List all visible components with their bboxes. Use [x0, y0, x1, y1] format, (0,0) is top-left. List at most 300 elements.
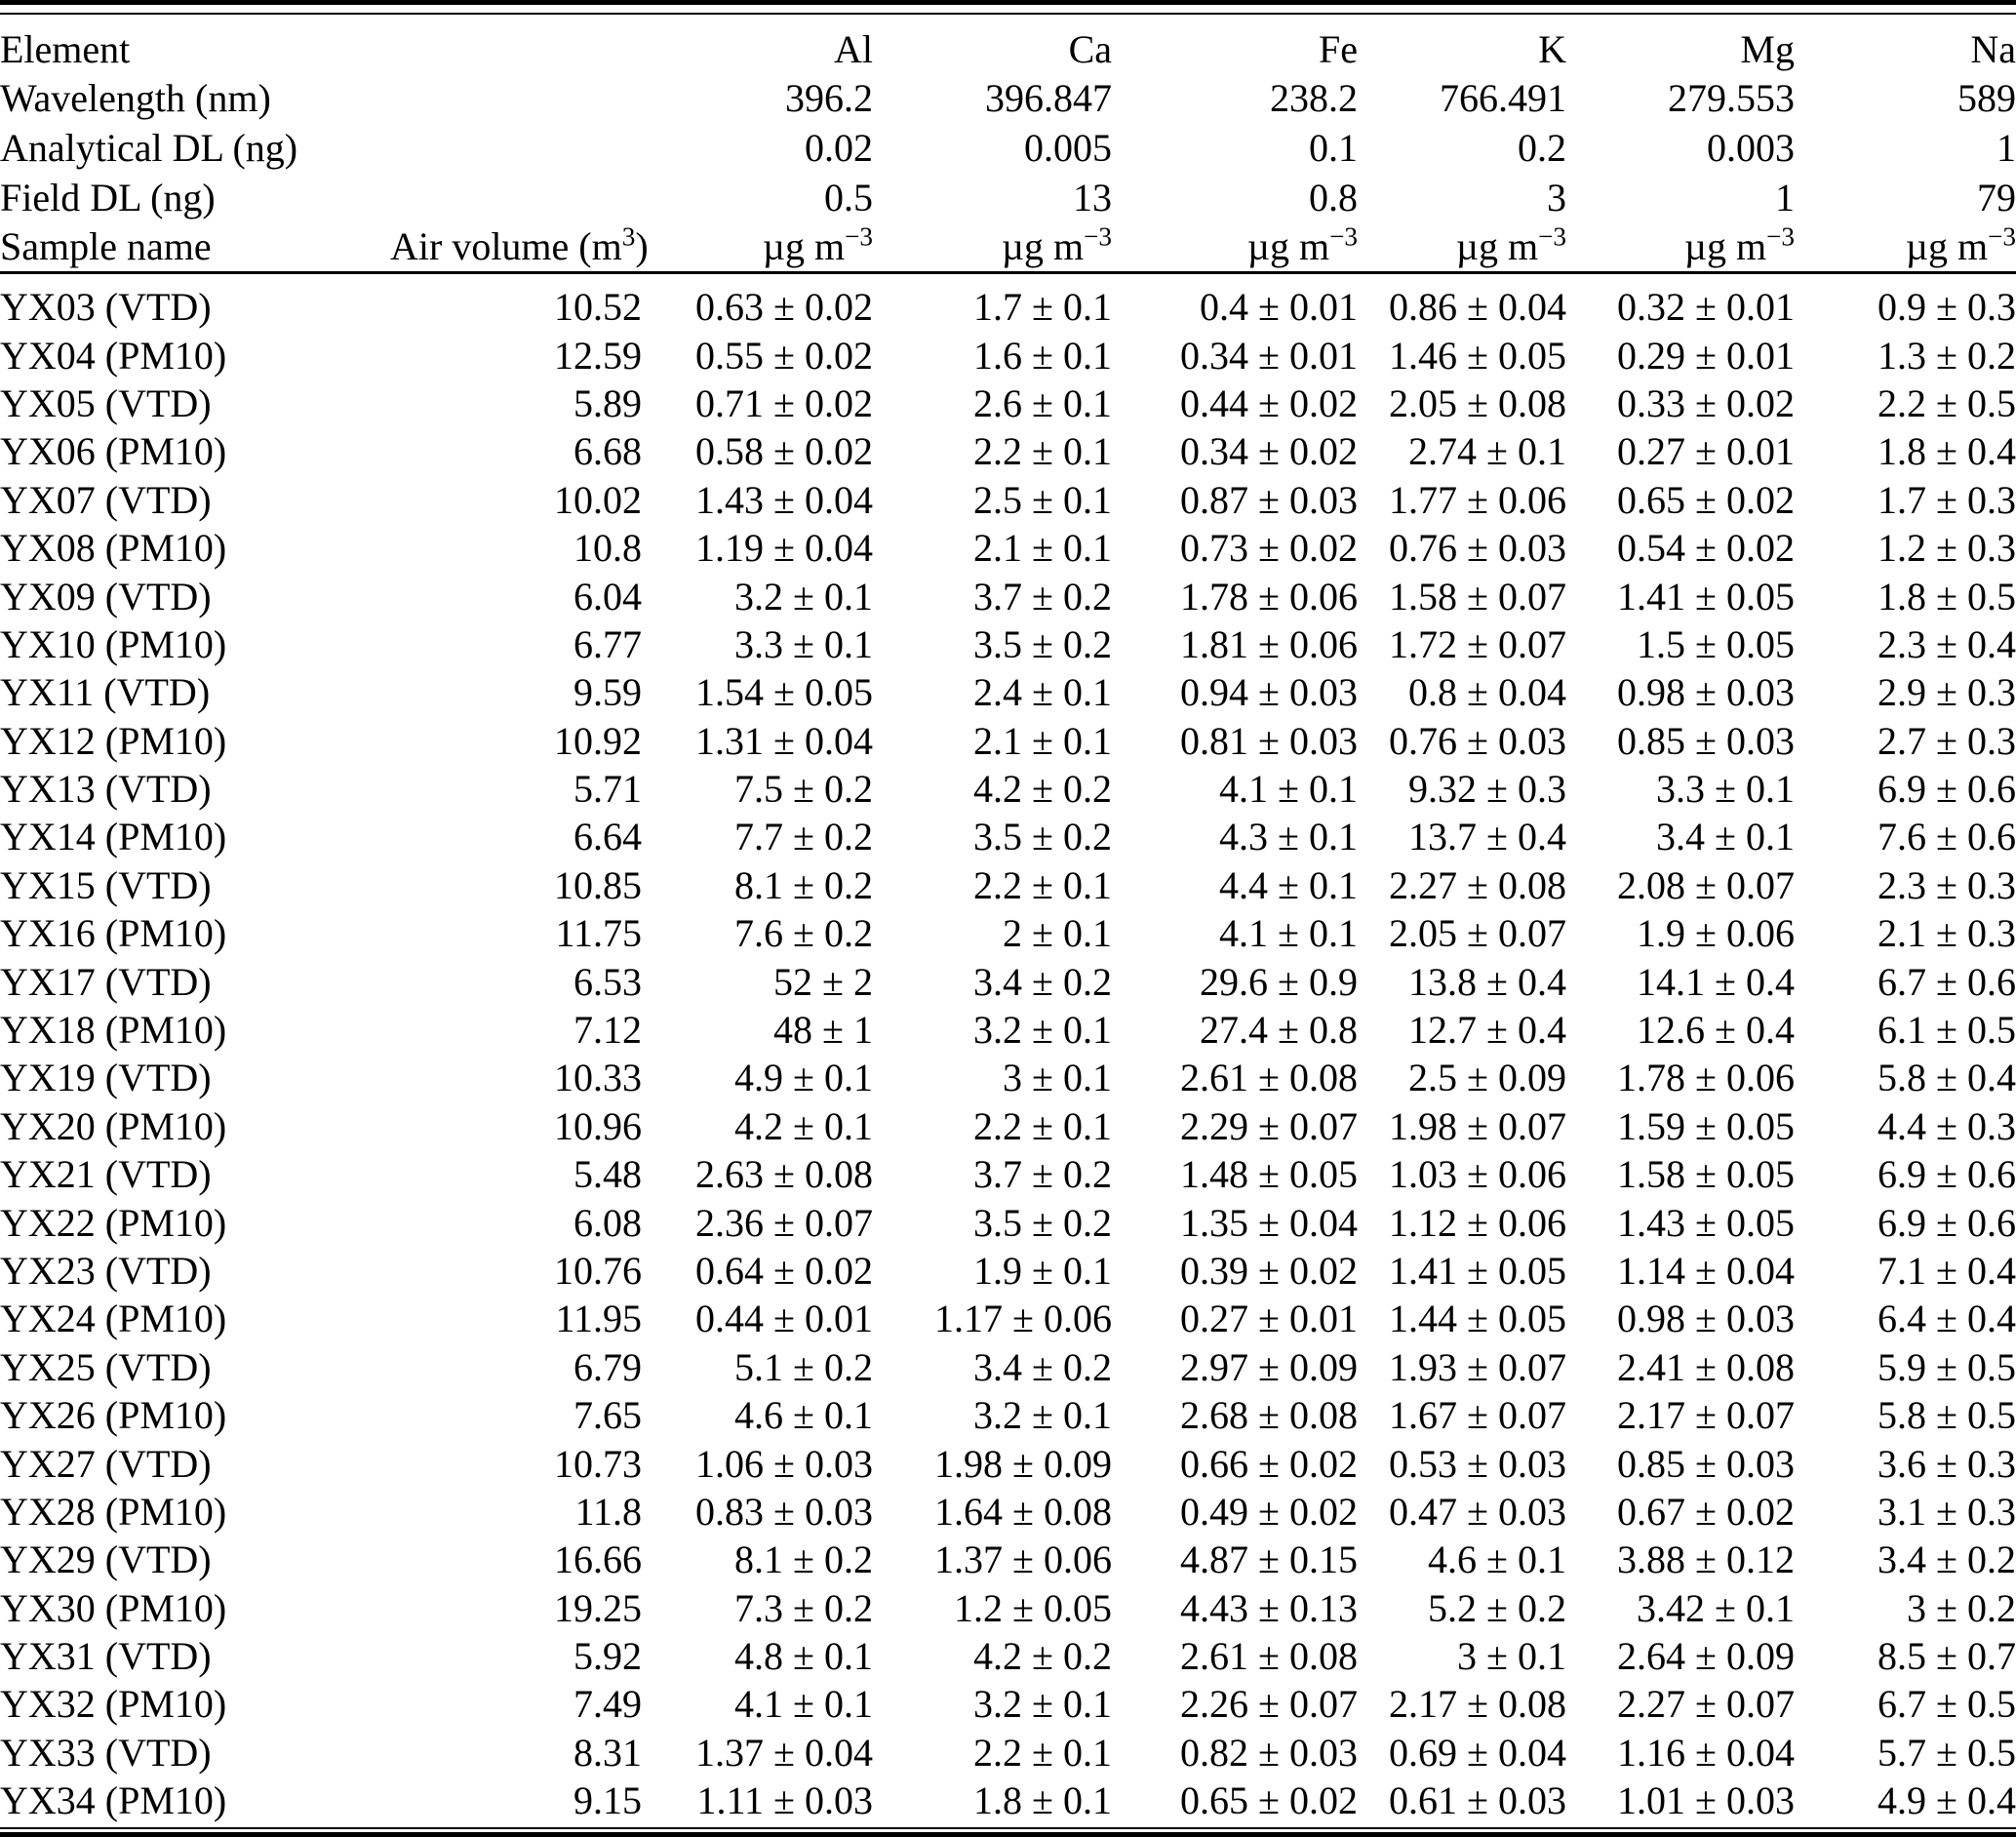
meta-value: 0.1: [1309, 125, 1358, 170]
meta-value: 1: [1775, 175, 1795, 220]
concentration-value: 2.68 ± 0.08: [1180, 1393, 1358, 1438]
unit-text: µg m: [762, 224, 846, 269]
unit-exponent: −3: [1538, 221, 1566, 252]
concentration-value: 1.6 ± 0.1: [973, 333, 1112, 378]
concentration-value: 3.2 ± 0.1: [973, 1008, 1112, 1053]
air-volume-value: 10.85: [554, 862, 642, 907]
air-volume-value: 7.49: [573, 1682, 642, 1727]
concentration-value: 3 ± 0.1: [1003, 1056, 1112, 1100]
concentration-value: 2.97 ± 0.09: [1180, 1344, 1358, 1389]
empty-cell: [390, 123, 642, 173]
concentration-value: 4.43 ± 0.13: [1180, 1585, 1358, 1630]
concentration-value: 2.61 ± 0.08: [1180, 1634, 1358, 1679]
air-volume-header: [390, 221, 649, 272]
empty-cell: [390, 173, 642, 222]
concentration-value: 2.7 ± 0.3: [1878, 718, 2016, 763]
air-volume-value: 19.25: [554, 1585, 642, 1630]
sample-name: YX16 (PM10): [0, 911, 227, 956]
concentration-value: 2.05 ± 0.08: [1389, 380, 1566, 425]
meta-row-label: Analytical DL (ng): [0, 125, 298, 170]
air-volume-value: 12.59: [554, 333, 642, 378]
concentration-value: 1.43 ± 0.04: [695, 477, 873, 522]
concentration-value: 0.85 ± 0.03: [1617, 1441, 1795, 1486]
concentration-value: 2.2 ± 0.5: [1878, 380, 2016, 425]
concentration-value: 2.17 ± 0.08: [1389, 1682, 1566, 1727]
sample-row: [0, 1247, 2016, 1295]
concentration-value: 2.2 ± 0.1: [973, 862, 1112, 907]
concentration-value: 13.7 ± 0.4: [1408, 815, 1566, 859]
concentration-value: 1.9 ± 0.1: [973, 1248, 1112, 1293]
concentration-value: 4.2 ± 0.1: [734, 1103, 873, 1148]
concentration-value: 0.33 ± 0.02: [1617, 380, 1795, 425]
sample-name: YX17 (VTD): [0, 959, 212, 1004]
sample-name: YX28 (PM10): [0, 1489, 227, 1534]
concentration-value: 0.64 ± 0.02: [695, 1248, 873, 1293]
concentration-value: 13.8 ± 0.4: [1408, 959, 1566, 1004]
concentration-value: 0.65 ± 0.02: [1180, 1778, 1358, 1823]
concentration-value: 4.1 ± 0.1: [1219, 911, 1358, 956]
sample-name: YX22 (PM10): [0, 1200, 227, 1245]
sample-row: [0, 765, 2016, 813]
air-volume-value: 11.8: [574, 1489, 642, 1534]
sample-row: [0, 272, 2016, 331]
air-volume-value: 6.79: [573, 1344, 642, 1389]
sample-name: YX04 (PM10): [0, 333, 227, 378]
meta-row: [0, 74, 2016, 124]
concentration-value: 5.8 ± 0.5: [1878, 1393, 2016, 1438]
unit-header: [873, 221, 1112, 272]
concentration-value: 12.7 ± 0.4: [1408, 1008, 1566, 1053]
sample-name: YX09 (VTD): [0, 574, 212, 619]
concentration-value: 1.3 ± 0.2: [1878, 333, 2016, 378]
concentration-value: 3.6 ± 0.3: [1878, 1441, 2016, 1486]
unit-header: [1566, 221, 1795, 272]
concentration-value: 0.82 ± 0.03: [1180, 1730, 1358, 1775]
sample-name: YX13 (VTD): [0, 767, 212, 812]
sample-row: [0, 861, 2016, 909]
unit-text: µg m: [1683, 224, 1767, 269]
concentration-value: 4.4 ± 0.3: [1878, 1103, 2016, 1148]
sample-row: [0, 1584, 2016, 1632]
concentration-value: 0.98 ± 0.03: [1617, 1297, 1795, 1341]
sample-row: [0, 1777, 2016, 1824]
air-volume-value: 6.64: [573, 815, 642, 859]
meta-value: Al: [834, 26, 873, 71]
concentration-value: 3.88 ± 0.12: [1617, 1537, 1795, 1582]
concentration-value: 2.63 ± 0.08: [695, 1152, 873, 1197]
meta-row-label: Field DL (ng): [0, 175, 216, 220]
sample-row: [0, 1729, 2016, 1777]
concentration-value: 2.1 ± 0.3: [1878, 911, 2016, 956]
concentration-value: 1.8 ± 0.4: [1878, 429, 2016, 474]
air-volume-value: 7.12: [573, 1008, 642, 1053]
concentration-value: 6.9 ± 0.6: [1878, 1152, 2016, 1197]
air-volume-value: 6.53: [573, 959, 642, 1004]
concentration-value: 8.1 ± 0.2: [734, 862, 873, 907]
air-volume-value: 6.77: [573, 621, 642, 666]
meta-value: 279.553: [1668, 76, 1795, 121]
sample-row: [0, 1006, 2016, 1054]
concentration-value: 0.98 ± 0.03: [1617, 670, 1795, 715]
concentration-value: 0.81 ± 0.03: [1180, 718, 1358, 763]
concentration-value: 4.6 ± 0.1: [734, 1393, 873, 1438]
concentration-value: 6.4 ± 0.4: [1878, 1297, 2016, 1341]
meta-value: 13: [1073, 175, 1112, 220]
concentration-value: 0.71 ± 0.02: [695, 380, 873, 425]
table-body: [0, 272, 2016, 1824]
concentration-value: 0.63 ± 0.02: [695, 285, 873, 330]
concentration-value: 4.2 ± 0.2: [973, 767, 1112, 812]
unit-text: µg m: [1246, 224, 1330, 269]
concentration-value: 1.2 ± 0.3: [1878, 526, 2016, 571]
sample-row: [0, 1632, 2016, 1680]
sample-name: YX25 (VTD): [0, 1344, 212, 1389]
concentration-value: 3 ± 0.2: [1907, 1585, 2016, 1630]
sample-row: [0, 1680, 2016, 1728]
concentration-value: 6.9 ± 0.6: [1878, 767, 2016, 812]
concentration-value: 3.5 ± 0.2: [973, 1200, 1112, 1245]
air-volume-value: 9.59: [573, 670, 642, 715]
air-volume-value: 16.66: [554, 1537, 642, 1582]
sample-row: [0, 572, 2016, 619]
concentration-value: 2.64 ± 0.09: [1617, 1634, 1795, 1679]
concentration-value: 1.7 ± 0.3: [1878, 477, 2016, 522]
concentration-value: 4.9 ± 0.4: [1878, 1778, 2016, 1823]
concentration-value: 0.49 ± 0.02: [1180, 1489, 1358, 1534]
air-volume-value: 5.48: [573, 1152, 642, 1197]
sample-row: [0, 524, 2016, 572]
concentration-value: 0.83 ± 0.03: [695, 1489, 873, 1534]
concentration-value: 3.7 ± 0.2: [973, 1152, 1112, 1197]
concentration-value: 2.4 ± 0.1: [973, 670, 1112, 715]
meta-value: 0.2: [1518, 125, 1566, 170]
meta-value: 238.2: [1270, 76, 1358, 121]
air-volume-value: 6.68: [573, 429, 642, 474]
meta-row: [0, 123, 2016, 173]
concentration-value: 2.61 ± 0.08: [1180, 1056, 1358, 1100]
concentration-value: 29.6 ± 0.9: [1200, 959, 1358, 1004]
meta-value: 589: [1957, 76, 2016, 121]
concentration-value: 1.98 ± 0.07: [1389, 1103, 1566, 1148]
concentration-value: 0.87 ± 0.03: [1180, 477, 1358, 522]
air-volume-value: 6.04: [573, 574, 642, 619]
sample-name: YX11 (VTD): [0, 670, 211, 715]
concentration-value: 0.55 ± 0.02: [695, 333, 873, 378]
concentration-value: 3.7 ± 0.2: [973, 574, 1112, 619]
concentration-value: 7.6 ± 0.6: [1878, 815, 2016, 859]
concentration-value: 1.98 ± 0.09: [934, 1441, 1112, 1486]
sample-name: YX07 (VTD): [0, 477, 212, 522]
meta-value: 0.02: [805, 125, 873, 170]
meta-value: 1: [1996, 125, 2016, 170]
meta-row-label: Element: [0, 26, 131, 71]
concentration-value: 3.2 ± 0.1: [973, 1393, 1112, 1438]
sample-name: YX14 (PM10): [0, 815, 227, 859]
sample-name: YX26 (PM10): [0, 1393, 227, 1438]
concentration-value: 2.36 ± 0.07: [695, 1200, 873, 1245]
concentration-value: 6.1 ± 0.5: [1878, 1008, 2016, 1053]
unit-header: [1358, 221, 1566, 272]
concentration-value: 4.1 ± 0.1: [1219, 767, 1358, 812]
concentration-value: 3.4 ± 0.1: [1656, 815, 1795, 859]
meta-row-label: Wavelength (nm): [0, 76, 271, 121]
concentration-value: 1.01 ± 0.03: [1617, 1778, 1795, 1823]
concentration-value: 1.19 ± 0.04: [695, 526, 873, 571]
concentration-value: 1.77 ± 0.06: [1389, 477, 1566, 522]
concentration-value: 5.7 ± 0.5: [1878, 1730, 2016, 1775]
concentration-value: 3.3 ± 0.1: [1656, 767, 1795, 812]
air-volume-exponent: 3: [621, 221, 636, 252]
sample-row: [0, 427, 2016, 475]
concentration-value: 3.4 ± 0.2: [973, 959, 1112, 1004]
concentration-value: 1.46 ± 0.05: [1389, 333, 1566, 378]
concentration-value: 0.67 ± 0.02: [1617, 1489, 1795, 1534]
concentration-value: 0.27 ± 0.01: [1180, 1297, 1358, 1341]
concentration-value: 1.8 ± 0.1: [973, 1778, 1112, 1823]
concentration-value: 1.81 ± 0.06: [1180, 621, 1358, 666]
sample-row: [0, 1439, 2016, 1487]
column-header-row: [0, 221, 2016, 272]
sample-name: YX29 (VTD): [0, 1537, 212, 1582]
sample-row: [0, 1536, 2016, 1583]
sample-row: [0, 379, 2016, 427]
air-volume-header-text: Air volume (m: [390, 224, 622, 269]
concentration-value: 0.61 ± 0.03: [1389, 1778, 1566, 1823]
unit-exponent: −3: [1988, 221, 2016, 252]
meta-value: Fe: [1319, 26, 1358, 71]
concentration-value: 4.3 ± 0.1: [1219, 815, 1358, 859]
concentration-value: 1.8 ± 0.5: [1878, 574, 2016, 619]
concentration-value: 1.11 ± 0.03: [696, 1778, 873, 1823]
concentration-value: 2.2 ± 0.1: [973, 1103, 1112, 1148]
sample-row: [0, 909, 2016, 957]
concentration-value: 1.59 ± 0.05: [1617, 1103, 1795, 1148]
air-volume-value: 6.08: [573, 1200, 642, 1245]
concentration-value: 1.48 ± 0.05: [1180, 1152, 1358, 1197]
concentration-value: 0.69 ± 0.04: [1389, 1730, 1566, 1775]
concentration-value: 1.06 ± 0.03: [695, 1441, 873, 1486]
sample-name: YX08 (PM10): [0, 526, 227, 571]
concentration-value: 0.66 ± 0.02: [1180, 1441, 1358, 1486]
air-volume-header-close: ): [635, 224, 649, 269]
concentration-value: 0.4 ± 0.01: [1200, 285, 1358, 330]
concentration-value: 4.87 ± 0.15: [1180, 1537, 1358, 1582]
concentration-value: 0.34 ± 0.02: [1180, 429, 1358, 474]
meta-value: 396.847: [985, 76, 1112, 121]
table-head: [0, 15, 2016, 272]
empty-cell: [390, 15, 642, 74]
air-volume-value: 5.89: [573, 380, 642, 425]
concentration-value: 3.5 ± 0.2: [973, 621, 1112, 666]
concentration-value: 1.41 ± 0.05: [1617, 574, 1795, 619]
meta-value: 0.8: [1309, 175, 1358, 220]
concentration-value: 9.32 ± 0.3: [1408, 767, 1566, 812]
concentration-value: 1.93 ± 0.07: [1389, 1344, 1566, 1389]
meta-value: 766.491: [1440, 76, 1566, 121]
concentration-value: 2.9 ± 0.3: [1878, 670, 2016, 715]
unit-header: [642, 221, 873, 272]
concentration-value: 1.67 ± 0.07: [1389, 1393, 1566, 1438]
concentration-value: 1.9 ± 0.06: [1637, 911, 1795, 956]
unit-text: µg m: [1001, 224, 1085, 269]
unit-header: [1112, 221, 1358, 272]
air-volume-value: 10.52: [554, 285, 642, 330]
concentration-value: 0.9 ± 0.3: [1878, 285, 2016, 330]
concentration-value: 0.32 ± 0.01: [1617, 285, 1795, 330]
concentration-value: 8.5 ± 0.7: [1878, 1634, 2016, 1679]
concentration-value: 3.42 ± 0.1: [1637, 1585, 1795, 1630]
meta-value: 0.003: [1707, 125, 1795, 170]
concentration-value: 2.29 ± 0.07: [1180, 1103, 1358, 1148]
concentration-value: 1.43 ± 0.05: [1617, 1200, 1795, 1245]
sample-row: [0, 1343, 2016, 1391]
unit-exponent: −3: [845, 221, 873, 252]
concentration-value: 2.6 ± 0.1: [973, 380, 1112, 425]
concentration-value: 0.39 ± 0.02: [1180, 1248, 1358, 1293]
concentration-value: 1.17 ± 0.06: [934, 1297, 1112, 1341]
concentration-value: 3.4 ± 0.2: [1878, 1537, 2016, 1582]
concentration-value: 2.5 ± 0.09: [1408, 1056, 1566, 1100]
meta-value: K: [1538, 26, 1566, 71]
concentration-value: 1.78 ± 0.06: [1180, 574, 1358, 619]
concentration-value: 2.2 ± 0.1: [973, 1730, 1112, 1775]
concentration-value: 0.85 ± 0.03: [1617, 718, 1795, 763]
air-volume-value: 11.95: [555, 1297, 642, 1341]
concentration-value: 1.7 ± 0.1: [973, 285, 1112, 330]
meta-value: 396.2: [785, 76, 873, 121]
concentration-value: 2.5 ± 0.1: [973, 477, 1112, 522]
sample-row: [0, 1054, 2016, 1101]
concentration-value: 8.1 ± 0.2: [734, 1537, 873, 1582]
sample-row: [0, 668, 2016, 716]
meta-value: 79: [1977, 175, 2016, 220]
concentration-value: 1.37 ± 0.04: [695, 1730, 873, 1775]
concentration-value: 2.2 ± 0.1: [973, 429, 1112, 474]
concentration-value: 0.8 ± 0.04: [1408, 670, 1566, 715]
concentration-value: 6.7 ± 0.6: [1878, 959, 2016, 1004]
concentration-value: 1.58 ± 0.05: [1617, 1152, 1795, 1197]
concentration-value: 0.34 ± 0.01: [1180, 333, 1358, 378]
concentration-value: 0.47 ± 0.03: [1389, 1489, 1566, 1534]
meta-value: 3: [1547, 175, 1566, 220]
unit-text: µg m: [1905, 224, 1989, 269]
concentration-value: 5.1 ± 0.2: [734, 1344, 873, 1389]
sample-row: [0, 957, 2016, 1005]
concentration-value: 7.3 ± 0.2: [734, 1585, 873, 1630]
meta-row: [0, 15, 2016, 74]
concentration-value: 1.41 ± 0.05: [1389, 1248, 1566, 1293]
unit-exponent: −3: [1766, 221, 1795, 252]
concentration-value: 3.4 ± 0.2: [973, 1344, 1112, 1389]
concentration-value: 0.76 ± 0.03: [1389, 526, 1566, 571]
sample-row: [0, 476, 2016, 524]
concentration-value: 2.26 ± 0.07: [1180, 1682, 1358, 1727]
concentration-value: 2.3 ± 0.4: [1878, 621, 2016, 666]
sample-name: YX19 (VTD): [0, 1056, 212, 1100]
concentration-value: 3.2 ± 0.1: [734, 574, 873, 619]
sample-name: YX05 (VTD): [0, 380, 212, 425]
meta-row: [0, 173, 2016, 222]
unit-text: µg m: [1455, 224, 1539, 269]
concentration-value: 0.29 ± 0.01: [1617, 333, 1795, 378]
concentration-value: 5.2 ± 0.2: [1428, 1585, 1566, 1630]
concentration-value: 52 ± 2: [773, 959, 873, 1004]
unit-header: [1795, 221, 2016, 272]
concentration-value: 0.65 ± 0.02: [1617, 477, 1795, 522]
meta-value: Na: [1970, 26, 2016, 71]
sample-name: YX30 (PM10): [0, 1585, 227, 1630]
concentration-value: 0.44 ± 0.02: [1180, 380, 1358, 425]
concentration-value: 1.12 ± 0.06: [1389, 1200, 1566, 1245]
sample-name: YX06 (PM10): [0, 429, 227, 474]
concentration-value: 27.4 ± 0.8: [1200, 1008, 1358, 1053]
concentration-value: 2.05 ± 0.07: [1389, 911, 1566, 956]
concentration-value: 0.86 ± 0.04: [1389, 285, 1566, 330]
concentration-value: 6.7 ± 0.5: [1878, 1682, 2016, 1727]
concentration-value: 2.3 ± 0.3: [1878, 862, 2016, 907]
concentration-value: 3.2 ± 0.1: [973, 1682, 1112, 1727]
air-volume-value: 9.15: [573, 1778, 642, 1823]
air-volume-value: 10.73: [554, 1441, 642, 1486]
concentration-value: 2.74 ± 0.1: [1408, 429, 1566, 474]
bottom-rule-thick: [0, 1832, 2016, 1837]
air-volume-value: 8.31: [573, 1730, 642, 1775]
sample-name: YX03 (VTD): [0, 285, 212, 330]
sample-name: YX23 (VTD): [0, 1248, 212, 1293]
concentration-value: 7.5 ± 0.2: [734, 767, 873, 812]
concentration-value: 0.94 ± 0.03: [1180, 670, 1358, 715]
concentration-value: 1.14 ± 0.04: [1617, 1248, 1795, 1293]
air-volume-value: 10.92: [554, 718, 642, 763]
sample-row: [0, 1295, 2016, 1342]
concentration-value: 2.08 ± 0.07: [1617, 862, 1795, 907]
air-volume-value: 5.92: [573, 1634, 642, 1679]
concentration-value: 1.78 ± 0.06: [1617, 1056, 1795, 1100]
top-rule-gap: [0, 5, 2016, 13]
concentration-value: 2.27 ± 0.07: [1617, 1682, 1795, 1727]
concentration-value: 7.1 ± 0.4: [1878, 1248, 2016, 1293]
sample-name: YX32 (PM10): [0, 1682, 227, 1727]
air-volume-value: 10.02: [554, 477, 642, 522]
air-volume-value: 10.33: [554, 1056, 642, 1100]
unit-exponent: −3: [1329, 221, 1358, 252]
concentration-value: 1.37 ± 0.06: [934, 1537, 1112, 1582]
concentration-value: 3.1 ± 0.3: [1878, 1489, 2016, 1534]
sample-name: YX34 (PM10): [0, 1778, 227, 1823]
concentration-value: 4.6 ± 0.1: [1428, 1537, 1566, 1582]
concentration-value: 0.27 ± 0.01: [1617, 429, 1795, 474]
concentration-value: 2.27 ± 0.08: [1389, 862, 1566, 907]
concentration-value: 1.64 ± 0.08: [934, 1489, 1112, 1534]
concentration-value: 2.1 ± 0.1: [973, 526, 1112, 571]
concentration-value: 12.6 ± 0.4: [1637, 1008, 1795, 1053]
concentration-value: 4.2 ± 0.2: [973, 1634, 1112, 1679]
concentration-value: 0.58 ± 0.02: [695, 429, 873, 474]
sample-name: YX21 (VTD): [0, 1152, 212, 1197]
sample-row: [0, 813, 2016, 860]
air-volume-value: 11.75: [555, 911, 642, 956]
concentration-value: 4.4 ± 0.1: [1219, 862, 1358, 907]
air-volume-value: 5.71: [573, 767, 642, 812]
sample-name: YX27 (VTD): [0, 1441, 212, 1486]
sample-row: [0, 1150, 2016, 1198]
concentration-value: 3.5 ± 0.2: [973, 815, 1112, 859]
concentration-value: 14.1 ± 0.4: [1637, 959, 1795, 1004]
concentration-value: 48 ± 1: [773, 1008, 873, 1053]
sample-name: YX20 (PM10): [0, 1103, 227, 1148]
concentration-value: 0.54 ± 0.02: [1617, 526, 1795, 571]
meta-value: 0.005: [1024, 125, 1112, 170]
